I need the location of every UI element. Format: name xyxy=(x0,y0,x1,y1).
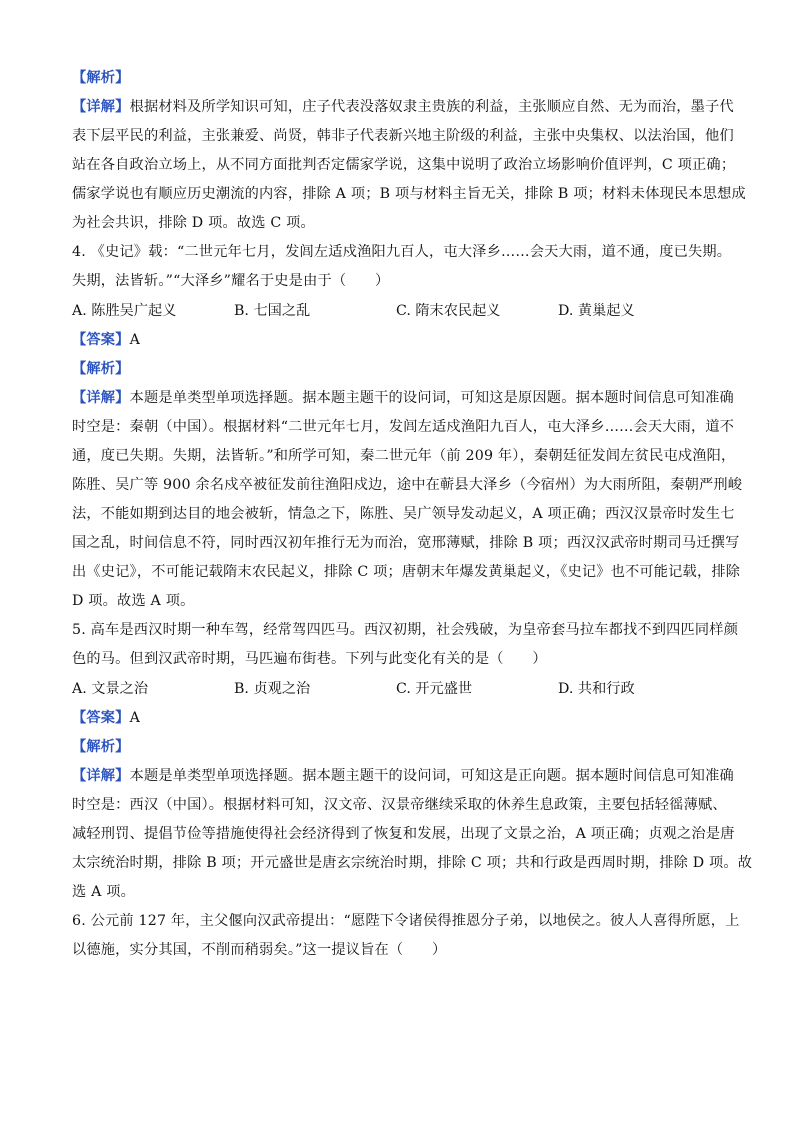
option-d: D. 黄巢起义 xyxy=(558,303,635,319)
detail-line: 儒家学说也有顺应历史潮流的内容，排除 A 项；B 项与材料主旨无关，排除 B 项；材料未体现民本思想成 xyxy=(72,186,746,202)
detail-line: 出《史记》，不可能记载隋末农民起义，排除 C 项；唐朝末年爆发黄巢起义，《史记》也不可能记载，排除 xyxy=(72,564,741,580)
detail-line: 时空是：秦朝（中国）。根据材料“二世元年七月，发闾左适戍渔阳九百人，屯大泽乡……会天大雨，道不 xyxy=(72,419,735,435)
detail-line: 法，不能如期到达目的地会被斩，情急之下，陈胜、吴广领导发动起义，A 项正确；西汉汉景帝时发生七 xyxy=(72,506,735,522)
detail-line: 太宗统治时期，排除 B 项；开元盛世是唐玄宗统治时期，排除 C 项；共和行政是西周时期，排除 D 项。故 xyxy=(72,855,753,871)
option-b: B. 七国之乱 xyxy=(234,303,311,319)
options-row xyxy=(72,296,714,326)
detail-line: 国之乱，时间信息不符，同时西汉初年推行无为而治，宽邢薄赋，排除 B 项；西汉汉武帝时期司马迁撰写 xyxy=(72,535,740,551)
question-stem: 失期，法皆斩。”“大泽乡”耀名于史是由于（ ） xyxy=(72,273,390,289)
detail-line: 减轻刑罚、提倡节俭等措施使得社会经济得到了恢复和发展，出现了文景之治，A 项正确；贞观之治是唐 xyxy=(72,826,735,842)
detail-line: 为社会共识，排除 D 项。故选 C 项。 xyxy=(72,215,315,231)
question-stem: 4. 《史记》载：“二世元年七月，发闾左适戍渔阳九百人，屯大泽乡……会天大雨，道不通，度已失期。 xyxy=(72,244,732,260)
question-stem: 5. 高车是西汉时期一种车驾，经常驾四匹马。西汉初期，社会残破，为皇帝套马拉车都找不到四匹同样颜 xyxy=(72,622,739,638)
detail-line: 【详解】本题是单类型单项选择题。据本题主题干的设问词，可知这是正向题。据本题时间信息可知准确 xyxy=(72,768,734,784)
answer-line: 【答案】A xyxy=(72,332,141,348)
detail-line: 站在各自政治立场上，从不同方面批判否定儒家学说，这集中说明了政治立场影响价值评判，C 项正确； xyxy=(72,157,736,173)
detail-line: 表下层平民的利益，主张兼爱、尚贤，韩非子代表新兴地主阶级的利益，主张中央集权、以法治国，他们 xyxy=(72,128,734,144)
question-stem: 6. 公元前 127 年，主父偃向汉武帝提出：“愿陛下令诸侯得推恩分子弟，以地侯之。彼人人喜得所愿，上 xyxy=(72,913,740,929)
analysis-heading: 【解析】 xyxy=(72,70,130,86)
option-c: C. 开元盛世 xyxy=(396,681,473,697)
question-stem: 以德施，实分其国，不削而稍弱矣。”这一提议旨在（ ） xyxy=(72,942,447,958)
detail-line: 【详解】本题是单类型单项选择题。据本题主题干的设问词，可知这是原因题。据本题时间信息可知准确 xyxy=(72,390,734,406)
options-row xyxy=(72,674,714,704)
detail-line: 选 A 项。 xyxy=(72,884,136,900)
analysis-heading: 【解析】 xyxy=(72,739,130,755)
detail-line: 【详解】根据材料及所学知识可知，庄子代表没落奴隶主贵族的利益，主张顺应自然、无为而治，墨子代 xyxy=(72,99,734,115)
detail-line: 通，度已失期。失期，法皆斩。”和所学可知，秦二世元年（前 209 年），秦朝廷征发闾左贫民屯戍渔阳， xyxy=(72,448,736,464)
option-a: A. 文景之治 xyxy=(72,681,149,697)
option-b: B. 贞观之治 xyxy=(234,681,311,697)
option-c: C. 隋末农民起义 xyxy=(396,303,501,319)
detail-line: 时空是：西汉（中国）。根据材料可知，汉文帝、汉景帝继续采取的休养生息政策，主要包括轻徭薄赋、 xyxy=(72,797,727,813)
analysis-heading: 【解析】 xyxy=(72,361,130,377)
answer-line: 【答案】A xyxy=(72,710,141,726)
option-a: A. 陈胜吴广起义 xyxy=(72,303,177,319)
option-d: D. 共和行政 xyxy=(558,681,635,697)
detail-line: 陈胜、吴广等 900 余名戍卒被征发前往渔阳戍边，途中在蕲县大泽乡（今宿州）为大雨所阻，秦朝严刑峻 xyxy=(72,477,743,493)
detail-line: D 项。故选 A 项。 xyxy=(72,593,195,609)
question-stem: 色的马。但到汉武帝时期，马匹遍布街巷。下列与此变化有关的是（ ） xyxy=(72,651,547,667)
